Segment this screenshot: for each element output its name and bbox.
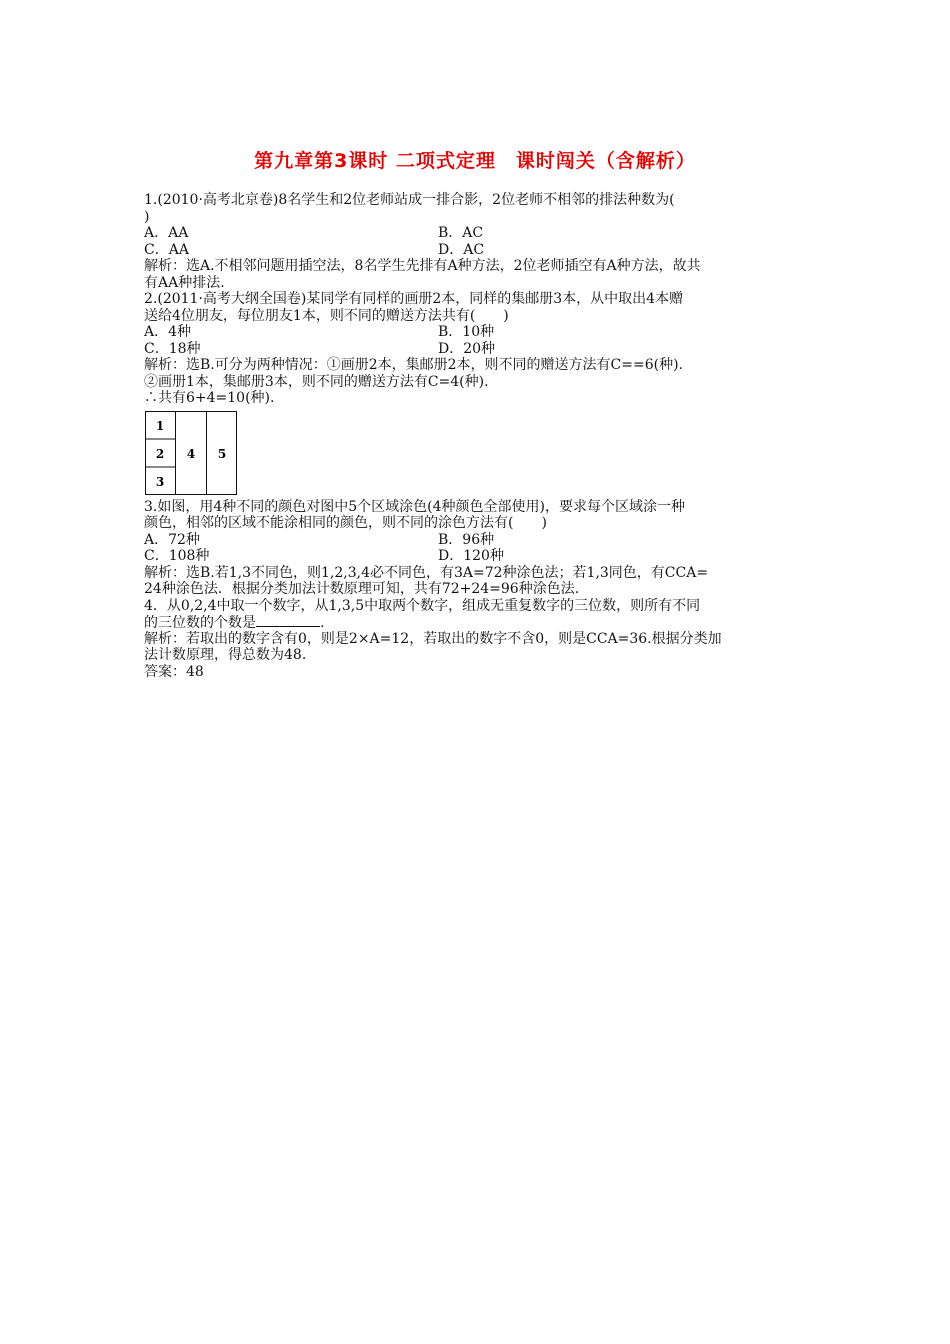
q3-option-a: A．72种 [144,531,200,548]
q2-stem-line1: 2.(2011·高考大纲全国卷)某同学有同样的画册2本，同样的集邮册3本，从中取出4本赠 [144,291,684,307]
q3-option-b: B．96种 [438,531,495,548]
q2-analysis-line2: ②画册1本，集邮册3本，则不同的赠送方法有C=4(种). [144,373,489,390]
q4-answer: 答案：48 [144,663,204,680]
q1-options-row2 [144,242,814,259]
q3-option-c: C．108种 [144,548,210,564]
q1-stem-line1: 1.(2010·高考北京卷)8名学生和2位老师站成一排合影，2位老师不相邻的排法种数为( [144,192,675,208]
q1-option-b: B．AC [438,225,484,241]
q4-stem-line2 [144,614,814,631]
region-diagram [145,411,237,495]
document-body [144,192,814,680]
q2-analysis-line1: 解析：选B.可分为两种情况：①画册2本，集邮册2本，则不同的赠送方法有C==6(种). [144,357,684,373]
q3-options-row2 [144,548,814,565]
q4-stem-line1: 4．从0,2,4中取一个数字，从1,3,5中取两个数字，组成无重复数字的三位数，则所有不同 [144,597,701,614]
q2-option-d: D．20种 [438,340,496,357]
q1-analysis-line2: 有AA种排法. [144,274,225,291]
page-title: 第九章第3课时 二项式定理 课时闯关（含解析） [254,150,696,172]
q4-analysis-line2: 法计数原理，得总数为48. [144,647,307,663]
answer-blank [256,614,320,627]
q2-stem-line2: 送给4位朋友，每位朋友1本，则不同的赠送方法共有( ) [144,307,509,324]
q3-stem-line1: 3.如图，用4种不同的颜色对图中5个区域涂色(4种颜色全部使用)，要求每个区域涂一种 [144,498,686,515]
region-label-2: 2 [155,446,165,461]
q4-stem-text: 的三位数的个数是 [144,615,256,631]
region-label-1: 1 [155,418,165,433]
q3-stem-line2: 颜色，相邻的区域不能涂相同的颜色，则不同的涂色方法有( ) [144,515,547,531]
q1-option-c: C．AA [144,241,189,258]
q2-analysis-line3: ∴共有6+4=10(种). [144,390,275,406]
q3-option-d: D．120种 [438,548,504,564]
q4-stem-end: . [320,615,325,631]
q1-analysis-line1: 解析：选A.不相邻问题用插空法，8名学生先排有A种方法，2位老师插空有A种方法，故共 [144,258,701,274]
q3-analysis-line2: 24种涂色法．根据分类加法计数原理可知，共有72+24=96种涂色法. [144,581,580,597]
q2-option-b: B．10种 [438,324,495,340]
region-label-3: 3 [155,474,165,489]
region-label-5: 5 [217,446,227,461]
q2-options-row1 [144,324,814,341]
q1-options-row1 [144,225,814,242]
q1-option-a: A．AA [144,225,189,241]
q2-option-a: A．4种 [144,324,192,340]
q1-option-d: D．AC [438,241,485,258]
q3-options-row1 [144,532,814,549]
q2-options-row2 [144,341,814,358]
q2-option-c: C．18种 [144,340,201,357]
q1-stem-line2: ) [144,208,150,225]
q4-analysis-line1: 解析：若取出的数字含有0，则是2×A=12，若取出的数字不含0，则是CCA=36.根据分类加 [144,630,722,647]
q3-analysis-line1: 解析：选B.若1,3不同色，则1,2,3,4必不同色，有3A=72种涂色法；若1,3同色，有CCA= [144,564,709,581]
region-label-4: 4 [186,446,196,461]
